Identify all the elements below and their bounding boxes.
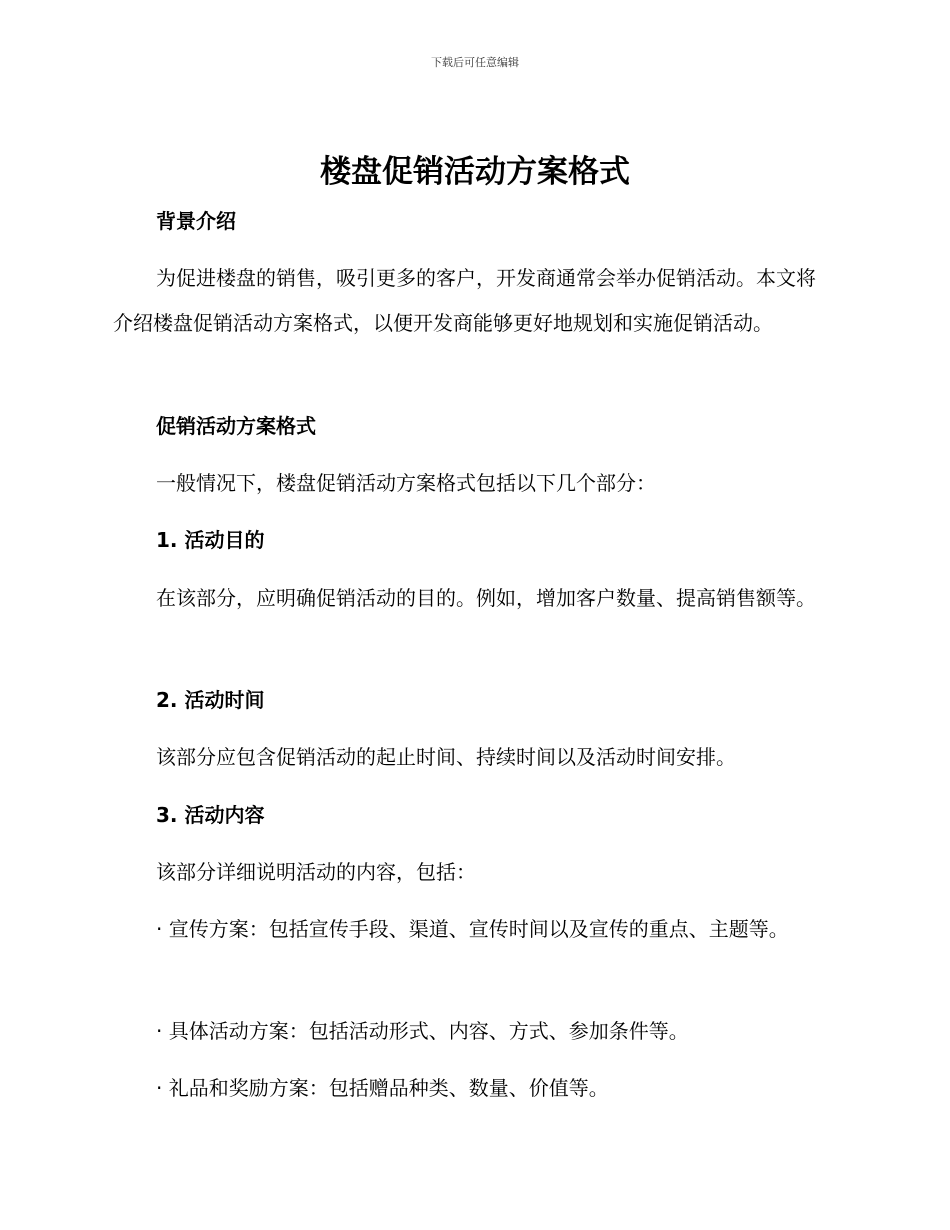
section-heading-content: 3. 活动内容 [156, 803, 265, 827]
paragraph-format-intro: 一般情况下，楼盘促销活动方案格式包括以下几个部分： [156, 471, 656, 495]
paragraph-time: 该部分应包含促销活动的起止时间、持续时间以及活动时间安排。 [156, 745, 736, 769]
paragraph-content-intro: 该部分详细说明活动的内容，包括： [156, 860, 476, 884]
document-title: 楼盘促销活动方案格式 [320, 154, 630, 190]
paragraph-background: 为促进楼盘的销售，吸引更多的客户，开发商通常会举办促销活动。本文将介绍楼盘促销活动方案格式，以便开发商能够更好地规划和实施促销活动。 [113, 266, 816, 335]
paragraph-purpose: 在该部分，应明确促销活动的目的。例如，增加客户数量、提高销售额等。 [156, 586, 816, 610]
bullet-promotion-plan: · 宣传方案：包括宣传手段、渠道、宣传时间以及宣传的重点、主题等。 [156, 917, 789, 941]
section-heading-purpose: 1. 活动目的 [156, 528, 265, 552]
section-heading-background: 背景介绍 [156, 209, 236, 233]
section-heading-format: 促销活动方案格式 [156, 414, 316, 438]
bullet-activity-plan: · 具体活动方案：包括活动形式、内容、方式、参加条件等。 [156, 1019, 689, 1043]
header-note: 下载后可任意编辑 [431, 56, 519, 69]
section-heading-time: 2. 活动时间 [156, 688, 265, 712]
bullet-gift-plan: · 礼品和奖励方案：包括赠品种类、数量、价值等。 [156, 1076, 609, 1100]
